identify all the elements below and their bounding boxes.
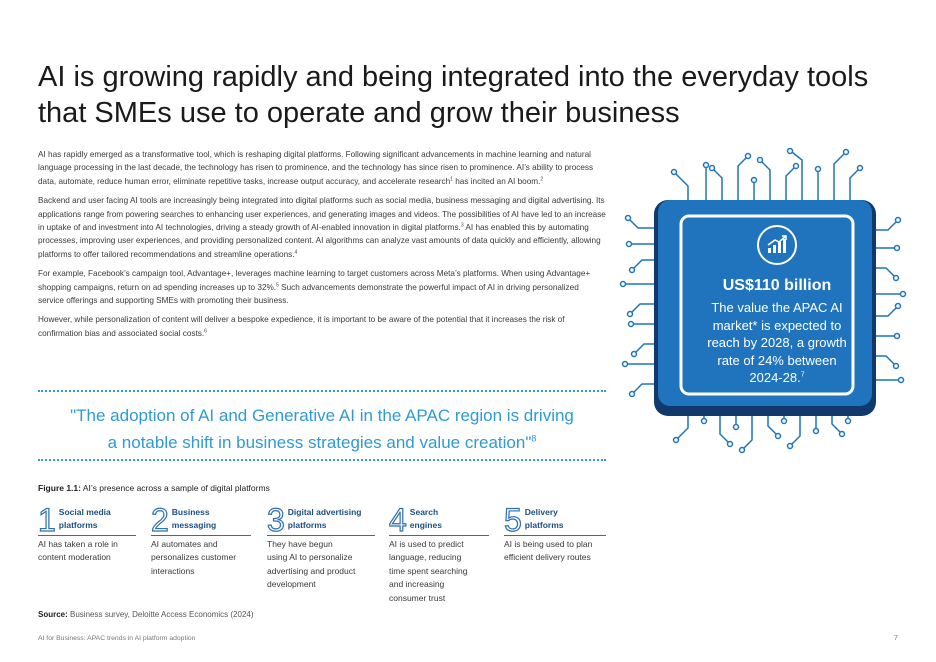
- paragraph-3-text-b: Such advancements demonstrate the powerful impact of AI in driving personalized service offerings and supporting SMEs with promoting their business.: [38, 282, 579, 306]
- item-title: [410, 506, 442, 531]
- item-description-line: and increasing: [389, 579, 445, 590]
- platform-item-business-messaging: [151, 502, 251, 578]
- quote-divider-top: [38, 390, 606, 392]
- item-description: [504, 538, 606, 565]
- item-number: 3: [267, 502, 285, 538]
- footnote-ref: 7: [800, 371, 805, 379]
- figure-label: Figure 1.1:: [38, 483, 81, 493]
- item-description: [267, 538, 375, 592]
- item-description-line: consumer trust: [389, 592, 446, 603]
- paragraph-4: [38, 313, 606, 340]
- platform-item-social-media: [38, 502, 136, 565]
- stat-description-line: [692, 369, 862, 387]
- paragraph-1-text-b: has incited an AI boom.: [452, 176, 541, 186]
- item-title-line: Social media: [58, 507, 111, 517]
- item-number: 2: [151, 502, 169, 538]
- item-description-line: efficient delivery routes: [504, 552, 591, 563]
- item-number: 4: [389, 502, 407, 538]
- quote-divider-bottom: [38, 459, 606, 461]
- pull-quote-line-2-text: a notable shift in business strategies and value creation": [107, 433, 532, 452]
- platform-item-delivery: [504, 502, 606, 565]
- source-label: Source:: [38, 610, 68, 619]
- item-number: 1: [38, 502, 56, 538]
- paragraph-3: [38, 267, 606, 307]
- paragraph-4-text-a: However, while personalization of content will deliver a bespoke expedience, it is important to be aware of the potential that it increases the risk of confirmation bias and associated social costs.: [38, 315, 565, 338]
- footnote-ref: 1: [450, 176, 453, 183]
- item-title: [59, 506, 111, 531]
- footer-text: AI for Business: APAC trends in AI platform adoption: [38, 635, 196, 642]
- growth-chart-icon: [757, 225, 797, 265]
- item-description-line: AI automates and: [151, 539, 218, 549]
- item-title-line: Business: [171, 507, 210, 517]
- pull-quote-line-1: "The adoption of AI and Generative AI in the APAC region is driving: [70, 406, 574, 425]
- page-number: 7: [894, 635, 898, 642]
- item-description-line: interactions: [151, 565, 195, 576]
- item-description-line: AI is being used to plan: [504, 539, 593, 549]
- footnote-ref: 8: [531, 433, 537, 444]
- item-description-line: They have begun: [267, 539, 333, 549]
- item-description: [389, 538, 489, 605]
- platform-item-digital-advertising: [267, 502, 375, 592]
- item-description-line: personalizes customer: [151, 552, 237, 563]
- stat-description-line: rate of 24% between: [717, 352, 837, 368]
- item-description: [151, 538, 251, 578]
- paragraph-2-text-b: AI has enabled this by automating processes, improving user experiences, and providing personalized content. AI algorithms can analyze vast amounts of data quickly and efficiently, allowing platforms to offer tailored recommendations and streamline operations.: [38, 223, 601, 259]
- item-description-line: AI is used to predict: [389, 539, 464, 549]
- item-description-line: AI has taken a role in: [38, 539, 118, 549]
- item-title-line: engines: [409, 519, 442, 530]
- page-title: AI is growing rapidly and being integrated into the everyday tools that SMEs use to operate and grow their business: [38, 61, 869, 130]
- stat-callout: [692, 225, 862, 387]
- stat-description: [692, 299, 862, 387]
- body-text: [38, 148, 606, 346]
- item-title: [288, 506, 362, 531]
- footnote-ref: 4: [294, 249, 298, 256]
- source-note: [38, 610, 254, 619]
- footnote-ref: 6: [204, 328, 207, 335]
- item-description-line: time spent searching: [389, 565, 468, 576]
- pull-quote: [38, 402, 606, 456]
- figure-caption: [38, 483, 270, 493]
- stat-description-line: reach by 2028, a growth: [707, 335, 847, 350]
- item-title-line: Search: [409, 507, 439, 517]
- item-description-line: content moderation: [38, 552, 111, 563]
- stat-description-line-text: 2024-28.: [749, 370, 801, 385]
- item-title: [172, 506, 216, 531]
- footnote-ref: 2: [540, 176, 544, 183]
- item-title: [525, 506, 564, 531]
- item-title-line: Digital advertising: [287, 507, 362, 517]
- item-description-line: advertising and product: [267, 565, 356, 576]
- paragraph-1-text-a: AI has rapidly emerged as a transformative tool, which is reshaping digital platforms. Following significant advancements in machine learning and natural language processing in the last decade, the technology has risen to prominence, and the technology has since risen to prominence. AI’s ability to process data, automate, reduce human error, eliminate repetitive tasks, increase output accuracy, and accelerate research: [38, 150, 594, 186]
- source-text: Business survey, Deloitte Access Economics (2024): [67, 610, 254, 619]
- item-title-line: messaging: [171, 519, 217, 530]
- item-number: 5: [504, 502, 522, 538]
- footnote-ref: 5: [276, 281, 279, 288]
- stat-value: US$110 billion: [722, 277, 832, 294]
- figure-caption-text: AI’s presence across a sample of digital platforms: [80, 483, 270, 493]
- stat-description-line: market* is expected to: [712, 317, 842, 333]
- item-title-line: platforms: [58, 519, 98, 530]
- item-title-line: Delivery: [524, 507, 558, 517]
- item-description-line: using AI to personalize: [267, 552, 353, 563]
- item-description-line: development: [267, 579, 316, 590]
- item-title-line: platforms: [287, 519, 327, 530]
- item-description: [38, 538, 136, 565]
- item-title-line: platforms: [524, 519, 564, 530]
- paragraph-2: [38, 194, 606, 261]
- stat-description-line: The value the APAC AI: [711, 300, 843, 315]
- paragraph-2-text-a: Backend and user facing AI tools are increasingly being integrated into digital platforms such as social media, business messaging and digital advertising. Its applications range from powering searches to enhancing user experiences, and generating images and videos. The possibilities of AI have led to an increase in uptake of and investment into AI technologies, driving a steady growth of AI-enabled innovation in digital platforms.: [38, 196, 606, 233]
- platform-item-search-engines: [389, 502, 489, 605]
- paragraph-1: [38, 148, 606, 188]
- footnote-ref: 3: [460, 222, 464, 229]
- item-description-line: language, reducing: [389, 552, 462, 563]
- pull-quote-line-2: [38, 429, 606, 456]
- paragraph-3-text-a: For example, Facebook’s campaign tool, Advantage+, leverages machine learning to target customers across Meta’s platforms. When using Advantage+ shopping campaigns, return on ad spending increases up to 32%.: [38, 269, 591, 292]
